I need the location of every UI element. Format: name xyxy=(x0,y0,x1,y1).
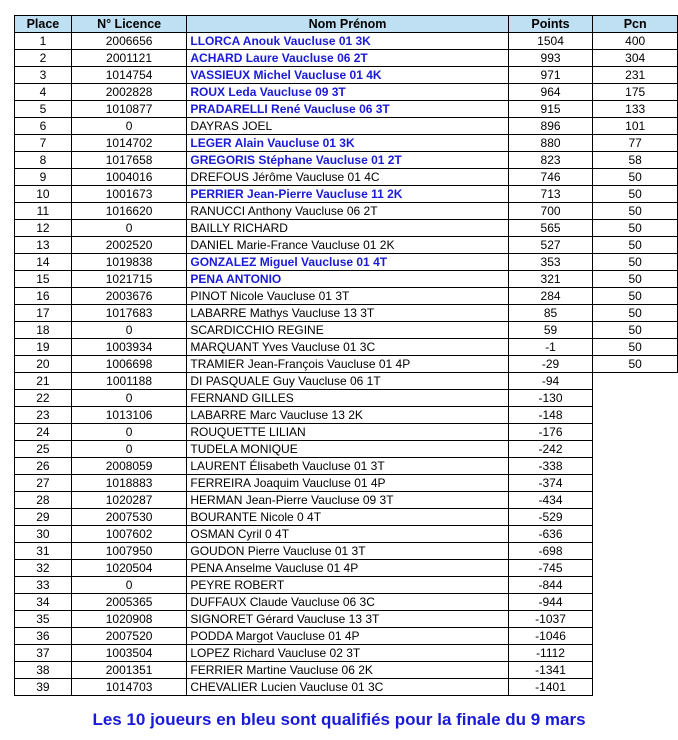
header-licence: N° Licence xyxy=(71,16,187,33)
cell-pcn: 175 xyxy=(593,84,678,101)
qualification-caption: Les 10 joueurs en bleu sont qualifiés pour la finale du 9 mars xyxy=(92,710,586,729)
table-row xyxy=(15,679,678,696)
cell-place: 9 xyxy=(15,169,72,186)
cell-licence: 1019838 xyxy=(71,254,187,271)
cell-points: 971 xyxy=(508,67,593,84)
cell-place: 14 xyxy=(15,254,72,271)
table-row xyxy=(15,152,678,169)
cell-place: 1 xyxy=(15,33,72,50)
cell-pcn xyxy=(593,611,678,628)
cell-pcn: 50 xyxy=(593,356,678,373)
cell-licence: 1020908 xyxy=(71,611,187,628)
table-row xyxy=(15,407,678,424)
table-row xyxy=(15,67,678,84)
cell-name: OSMAN Cyril 0 4T xyxy=(187,526,508,543)
cell-name: TRAMIER Jean-François Vaucluse 01 4P xyxy=(187,356,508,373)
cell-points: 1504 xyxy=(508,33,593,50)
table-row xyxy=(15,101,678,118)
cell-pcn: 101 xyxy=(593,118,678,135)
cell-points: -944 xyxy=(508,594,593,611)
cell-licence: 1010877 xyxy=(71,101,187,118)
cell-licence: 1014702 xyxy=(71,135,187,152)
cell-points: 565 xyxy=(508,220,593,237)
cell-place: 22 xyxy=(15,390,72,407)
cell-pcn: 50 xyxy=(593,271,678,288)
cell-place: 34 xyxy=(15,594,72,611)
header-pcn: Pcn xyxy=(593,16,678,33)
table-row xyxy=(15,390,678,407)
table-row xyxy=(15,662,678,679)
cell-points: -374 xyxy=(508,475,593,492)
cell-licence: 2001121 xyxy=(71,50,187,67)
cell-place: 6 xyxy=(15,118,72,135)
cell-points: -338 xyxy=(508,458,593,475)
cell-pcn xyxy=(593,424,678,441)
cell-licence: 1014703 xyxy=(71,679,187,696)
cell-place: 26 xyxy=(15,458,72,475)
cell-place: 28 xyxy=(15,492,72,509)
cell-licence: 1003504 xyxy=(71,645,187,662)
cell-place: 10 xyxy=(15,186,72,203)
cell-points: 823 xyxy=(508,152,593,169)
cell-points: -148 xyxy=(508,407,593,424)
cell-name: GOUDON Pierre Vaucluse 01 3T xyxy=(187,543,508,560)
table-row xyxy=(15,33,678,50)
cell-points: 284 xyxy=(508,288,593,305)
cell-licence: 1007950 xyxy=(71,543,187,560)
cell-pcn: 50 xyxy=(593,169,678,186)
cell-licence: 1004016 xyxy=(71,169,187,186)
cell-pcn: 58 xyxy=(593,152,678,169)
cell-name: LLORCA Anouk Vaucluse 01 3K xyxy=(187,33,508,50)
cell-name: DUFFAUX Claude Vaucluse 06 3C xyxy=(187,594,508,611)
cell-name: PENA Anselme Vaucluse 01 4P xyxy=(187,560,508,577)
header-place: Place xyxy=(15,16,72,33)
cell-name: SIGNORET Gérard Vaucluse 13 3T xyxy=(187,611,508,628)
cell-place: 39 xyxy=(15,679,72,696)
cell-place: 24 xyxy=(15,424,72,441)
cell-name: FERNAND GILLES xyxy=(187,390,508,407)
cell-name: BOURANTE Nicole 0 4T xyxy=(187,509,508,526)
cell-name: ACHARD Laure Vaucluse 06 2T xyxy=(187,50,508,67)
cell-licence: 2003676 xyxy=(71,288,187,305)
cell-points: 85 xyxy=(508,305,593,322)
cell-name: LOPEZ Richard Vaucluse 02 3T xyxy=(187,645,508,662)
cell-licence: 1017683 xyxy=(71,305,187,322)
cell-licence: 1020504 xyxy=(71,560,187,577)
cell-pcn: 50 xyxy=(593,288,678,305)
table-row xyxy=(15,577,678,594)
cell-name: GREGORIS Stéphane Vaucluse 01 2T xyxy=(187,152,508,169)
cell-place: 36 xyxy=(15,628,72,645)
cell-place: 15 xyxy=(15,271,72,288)
cell-pcn xyxy=(593,475,678,492)
table-row xyxy=(15,356,678,373)
cell-licence: 2002520 xyxy=(71,237,187,254)
cell-place: 31 xyxy=(15,543,72,560)
cell-pcn xyxy=(593,407,678,424)
cell-name: LAURENT Élisabeth Vaucluse 01 3T xyxy=(187,458,508,475)
table-row xyxy=(15,237,678,254)
cell-licence: 1001673 xyxy=(71,186,187,203)
cell-points: -1 xyxy=(508,339,593,356)
cell-points: -242 xyxy=(508,441,593,458)
cell-place: 19 xyxy=(15,339,72,356)
table-row xyxy=(15,288,678,305)
cell-place: 35 xyxy=(15,611,72,628)
cell-name: MARQUANT Yves Vaucluse 01 3C xyxy=(187,339,508,356)
cell-licence: 1013106 xyxy=(71,407,187,424)
table-row xyxy=(15,441,678,458)
cell-pcn: 50 xyxy=(593,339,678,356)
cell-place: 20 xyxy=(15,356,72,373)
cell-points: -698 xyxy=(508,543,593,560)
cell-pcn: 77 xyxy=(593,135,678,152)
table-row xyxy=(15,50,678,67)
cell-points: -176 xyxy=(508,424,593,441)
table-row xyxy=(15,543,678,560)
cell-pcn: 50 xyxy=(593,220,678,237)
cell-licence: 2007530 xyxy=(71,509,187,526)
cell-licence: 1016620 xyxy=(71,203,187,220)
table-row xyxy=(15,305,678,322)
table-row xyxy=(15,373,678,390)
cell-name: BAILLY RICHARD xyxy=(187,220,508,237)
cell-licence: 1017658 xyxy=(71,152,187,169)
cell-place: 29 xyxy=(15,509,72,526)
cell-pcn xyxy=(593,458,678,475)
cell-licence: 1003934 xyxy=(71,339,187,356)
cell-points: 896 xyxy=(508,118,593,135)
cell-licence: 0 xyxy=(71,424,187,441)
cell-pcn: 133 xyxy=(593,101,678,118)
cell-pcn xyxy=(593,560,678,577)
cell-name: GONZALEZ Miguel Vaucluse 01 4T xyxy=(187,254,508,271)
cell-points: -130 xyxy=(508,390,593,407)
cell-licence: 1014754 xyxy=(71,67,187,84)
cell-points: 746 xyxy=(508,169,593,186)
cell-name: DAYRAS JOEL xyxy=(187,118,508,135)
cell-licence: 0 xyxy=(71,577,187,594)
cell-pcn: 50 xyxy=(593,237,678,254)
cell-licence: 0 xyxy=(71,118,187,135)
cell-name: ROUX Leda Vaucluse 09 3T xyxy=(187,84,508,101)
table-row xyxy=(15,594,678,611)
cell-place: 11 xyxy=(15,203,72,220)
cell-place: 37 xyxy=(15,645,72,662)
cell-pcn xyxy=(593,628,678,645)
cell-name: PEYRE ROBERT xyxy=(187,577,508,594)
cell-place: 23 xyxy=(15,407,72,424)
header-name: Nom Prénom xyxy=(187,16,508,33)
cell-points: -29 xyxy=(508,356,593,373)
cell-points: -434 xyxy=(508,492,593,509)
cell-points: -1112 xyxy=(508,645,593,662)
table-row xyxy=(15,203,678,220)
cell-points: 59 xyxy=(508,322,593,339)
cell-points: 353 xyxy=(508,254,593,271)
cell-name: LABARRE Mathys Vaucluse 13 3T xyxy=(187,305,508,322)
cell-name: VASSIEUX Michel Vaucluse 01 4K xyxy=(187,67,508,84)
cell-name: DI PASQUALE Guy Vaucluse 06 1T xyxy=(187,373,508,390)
cell-points: 993 xyxy=(508,50,593,67)
cell-points: 700 xyxy=(508,203,593,220)
cell-licence: 0 xyxy=(71,390,187,407)
cell-name: CHEVALIER Lucien Vaucluse 01 3C xyxy=(187,679,508,696)
cell-name: PENA ANTONIO xyxy=(187,271,508,288)
cell-pcn: 50 xyxy=(593,186,678,203)
cell-name: PRADARELLI René Vaucluse 06 3T xyxy=(187,101,508,118)
cell-licence: 0 xyxy=(71,322,187,339)
cell-points: 880 xyxy=(508,135,593,152)
cell-points: -529 xyxy=(508,509,593,526)
cell-pcn: 50 xyxy=(593,254,678,271)
table-row xyxy=(15,169,678,186)
cell-licence: 1001188 xyxy=(71,373,187,390)
table-row xyxy=(15,611,678,628)
cell-place: 8 xyxy=(15,152,72,169)
cell-place: 27 xyxy=(15,475,72,492)
table-row xyxy=(15,84,678,101)
cell-pcn: 304 xyxy=(593,50,678,67)
cell-pcn xyxy=(593,594,678,611)
cell-name: LABARRE Marc Vaucluse 13 2K xyxy=(187,407,508,424)
table-row xyxy=(15,271,678,288)
cell-place: 33 xyxy=(15,577,72,594)
table-row xyxy=(15,118,678,135)
cell-name: PERRIER Jean-Pierre Vaucluse 11 2K xyxy=(187,186,508,203)
cell-pcn: 50 xyxy=(593,305,678,322)
cell-licence: 1018883 xyxy=(71,475,187,492)
cell-name: ROUQUETTE LILIAN xyxy=(187,424,508,441)
cell-licence: 2005365 xyxy=(71,594,187,611)
table-row xyxy=(15,220,678,237)
cell-name: RANUCCI Anthony Vaucluse 06 2T xyxy=(187,203,508,220)
cell-licence: 2001351 xyxy=(71,662,187,679)
cell-licence: 1021715 xyxy=(71,271,187,288)
cell-points: 713 xyxy=(508,186,593,203)
table-row xyxy=(15,339,678,356)
cell-pcn xyxy=(593,679,678,696)
cell-pcn: 231 xyxy=(593,67,678,84)
cell-pcn xyxy=(593,577,678,594)
cell-place: 13 xyxy=(15,237,72,254)
cell-points: 527 xyxy=(508,237,593,254)
table-row xyxy=(15,254,678,271)
cell-place: 7 xyxy=(15,135,72,152)
cell-points: 321 xyxy=(508,271,593,288)
ranking-table xyxy=(14,15,678,696)
cell-place: 4 xyxy=(15,84,72,101)
cell-name: PODDA Margot Vaucluse 01 4P xyxy=(187,628,508,645)
table-row xyxy=(15,475,678,492)
cell-name: DREFOUS Jérôme Vaucluse 01 4C xyxy=(187,169,508,186)
cell-points: -1401 xyxy=(508,679,593,696)
cell-licence: 1020287 xyxy=(71,492,187,509)
cell-pcn xyxy=(593,509,678,526)
cell-name: PINOT Nicole Vaucluse 01 3T xyxy=(187,288,508,305)
cell-points: -1046 xyxy=(508,628,593,645)
cell-name: FERRIER Martine Vaucluse 06 2K xyxy=(187,662,508,679)
cell-place: 32 xyxy=(15,560,72,577)
cell-name: DANIEL Marie-France Vaucluse 01 2K xyxy=(187,237,508,254)
cell-place: 16 xyxy=(15,288,72,305)
table-row xyxy=(15,645,678,662)
cell-pcn xyxy=(593,543,678,560)
cell-pcn xyxy=(593,526,678,543)
cell-licence: 2002828 xyxy=(71,84,187,101)
cell-licence: 1006698 xyxy=(71,356,187,373)
cell-place: 3 xyxy=(15,67,72,84)
cell-points: -1037 xyxy=(508,611,593,628)
cell-points: -636 xyxy=(508,526,593,543)
cell-name: LEGER Alain Vaucluse 01 3K xyxy=(187,135,508,152)
cell-pcn xyxy=(593,662,678,679)
table-row xyxy=(15,526,678,543)
cell-points: -745 xyxy=(508,560,593,577)
cell-licence: 1007602 xyxy=(71,526,187,543)
table-row xyxy=(15,628,678,645)
cell-pcn xyxy=(593,441,678,458)
cell-points: -844 xyxy=(508,577,593,594)
cell-place: 5 xyxy=(15,101,72,118)
cell-licence: 0 xyxy=(71,220,187,237)
cell-place: 30 xyxy=(15,526,72,543)
cell-pcn xyxy=(593,390,678,407)
cell-place: 2 xyxy=(15,50,72,67)
cell-place: 17 xyxy=(15,305,72,322)
cell-place: 25 xyxy=(15,441,72,458)
cell-name: FERREIRA Joaquim Vaucluse 01 4P xyxy=(187,475,508,492)
table-row xyxy=(15,458,678,475)
cell-place: 21 xyxy=(15,373,72,390)
cell-place: 18 xyxy=(15,322,72,339)
table-row xyxy=(15,492,678,509)
table-header-row xyxy=(15,16,678,33)
cell-pcn: 400 xyxy=(593,33,678,50)
cell-name: TUDELA MONIQUE xyxy=(187,441,508,458)
cell-points: 915 xyxy=(508,101,593,118)
table-row xyxy=(15,322,678,339)
cell-licence: 2008059 xyxy=(71,458,187,475)
cell-pcn: 50 xyxy=(593,203,678,220)
table-row xyxy=(15,560,678,577)
cell-points: 964 xyxy=(508,84,593,101)
table-row xyxy=(15,424,678,441)
cell-pcn xyxy=(593,645,678,662)
header-points: Points xyxy=(508,16,593,33)
table-row xyxy=(15,509,678,526)
cell-licence: 0 xyxy=(71,441,187,458)
cell-pcn: 50 xyxy=(593,322,678,339)
cell-licence: 2007520 xyxy=(71,628,187,645)
table-row xyxy=(15,135,678,152)
cell-name: HERMAN Jean-Pierre Vaucluse 09 3T xyxy=(187,492,508,509)
cell-pcn xyxy=(593,373,678,390)
table-body xyxy=(15,33,678,696)
table-row xyxy=(15,186,678,203)
cell-points: -1341 xyxy=(508,662,593,679)
cell-place: 38 xyxy=(15,662,72,679)
cell-name: SCARDICCHIO REGINE xyxy=(187,322,508,339)
cell-points: -94 xyxy=(508,373,593,390)
cell-place: 12 xyxy=(15,220,72,237)
cell-licence: 2006656 xyxy=(71,33,187,50)
cell-pcn xyxy=(593,492,678,509)
